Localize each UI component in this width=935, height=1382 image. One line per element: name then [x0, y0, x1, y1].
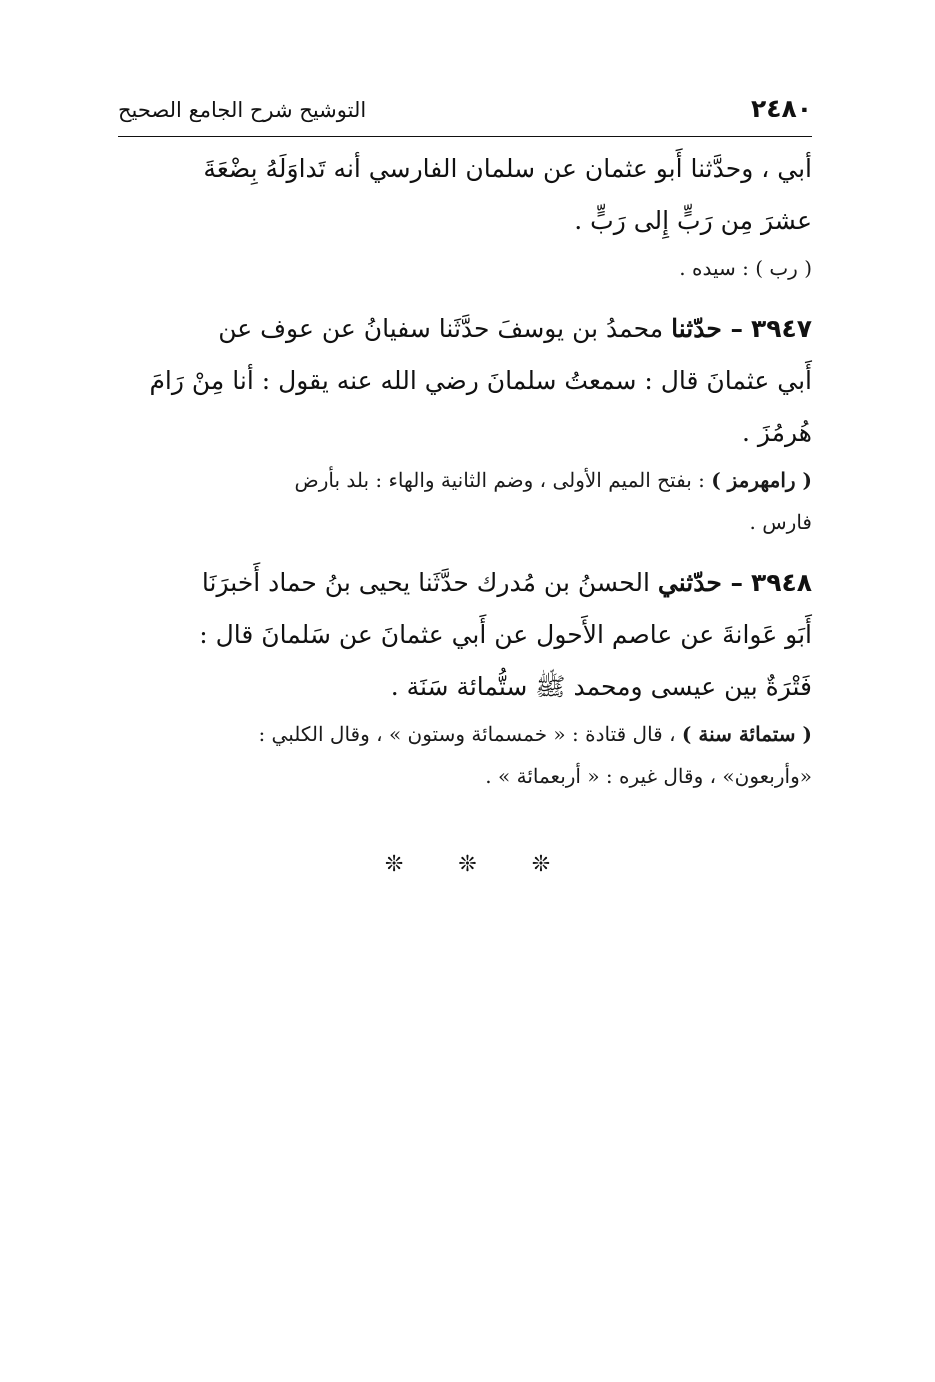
text-line: فَتْرَةٌ بين عيسى ومحمد ﷺ ستُّمائة سَنَة .	[390, 672, 812, 701]
gloss-note: فارس .	[749, 510, 812, 534]
hadith-lead: حدّثنا	[671, 314, 722, 343]
text-line: هُرمُزَ .	[741, 418, 812, 447]
hadith-number: ٣٩٤٨	[750, 568, 812, 597]
running-title: التوشيح شرح الجامع الصحيح	[118, 98, 367, 122]
gloss-term: ( ستمائة سنة )	[681, 722, 812, 746]
gloss-text: : بفتح الميم الأولى ، وضم الثانية والهاء : بلد بأرض	[294, 468, 705, 492]
book-page	[118, 88, 812, 797]
text-line: أَبَو عَوانةَ عن عاصم الأَحول عن أَبي عثمانَ عن سَلمانَ قال :	[199, 620, 812, 649]
hadith-3948-first-line	[118, 557, 812, 609]
gloss-note	[118, 459, 812, 501]
text-span: الحسنُ بن مُدرك حدَّثَنا يحيى بنُ حماد أَخبرَنَا	[201, 568, 650, 597]
page-body	[118, 143, 812, 797]
hadith-lead: حدّثني	[657, 568, 722, 597]
gloss-note: «وأربعون» ، وقال غيره : « أربعمائة » .	[485, 764, 812, 788]
text-span: محمدُ بن يوسفَ حدَّثَنا سفيانُ عن عوف عن	[218, 314, 664, 343]
asterism-icon: ❊	[384, 852, 404, 877]
gloss-note: ( رب ) : سيده .	[679, 256, 812, 280]
asterism-icon: ❊	[531, 852, 551, 877]
text-line: عشرَ مِن رَبٍّ إِلى رَبٍّ .	[574, 206, 812, 235]
gloss-term: ( رامهرمز )	[711, 468, 812, 492]
asterism-icon: ❊	[458, 852, 477, 877]
page-header	[118, 88, 812, 137]
hadith-3947-first-line	[118, 303, 812, 355]
gloss-note	[118, 713, 812, 755]
dash: –	[721, 568, 743, 597]
page-number: ٢٤٨٠	[750, 94, 812, 123]
text-line: أَبي عثمانَ قال : سمعتُ سلمانَ رضي الله عنه يقول : أنا مِنْ رَامَ	[149, 366, 812, 395]
dash: –	[721, 314, 743, 343]
hadith-number: ٣٩٤٧	[750, 314, 812, 343]
section-end-ornaments	[0, 852, 935, 877]
gloss-text: ، قال قتادة : « خمسمائة وستون » ، وقال الكلبي :	[258, 722, 676, 746]
text-line: أبي ، وحدَّثنا أَبو عثمان عن سلمان الفارسي أنه تَداوَلَهُ بِضْعَةَ	[203, 154, 812, 183]
